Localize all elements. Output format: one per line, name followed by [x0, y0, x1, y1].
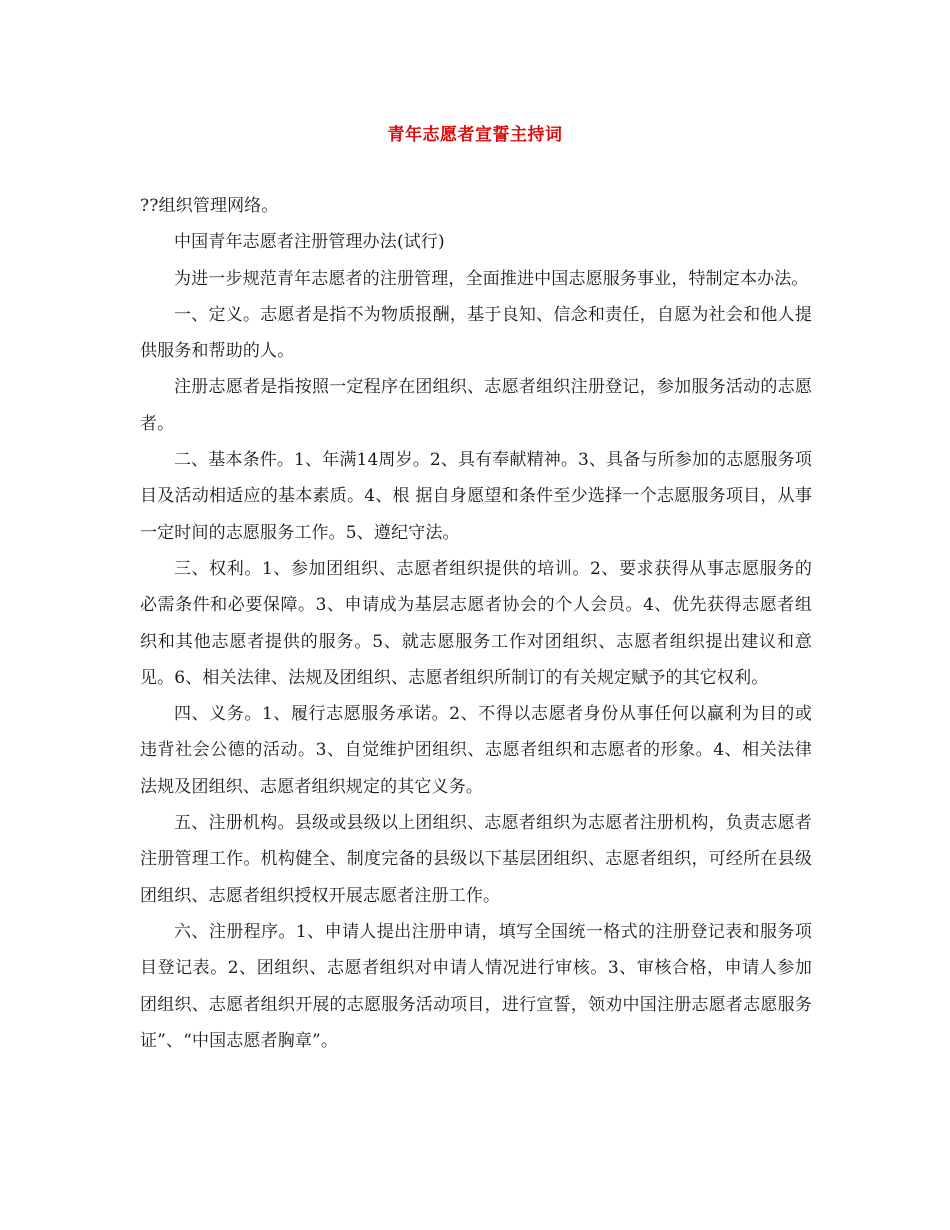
paragraph-7: 三、权利。1、参加团组织、志愿者组织提供的培训。2、要求获得从事志愿服务的必需条件和必要保障。3、申请成为基层志愿者协会的个人会员。4、优先获得志愿者组织和其他志愿者提供的服务。5、就志愿服务工作对团组织、志愿者组织提出建议和意见。6、相关法律、法规及团组织、志愿者组织所制订的有关规定赋予的其它权利。	[140, 558, 812, 688]
document-title: 青年志愿者宣誓主持词	[387, 125, 563, 145]
paragraph-6: 二、基本条件。1、年满14周岁。2、具有奉献精神。3、具备与所参加的志愿服务项目及活动相适应的基本素质。4、根 据自身愿望和条件至少选择一个志愿服务项目，从事一定时间的志愿服务工作。5、遵纪守法。	[140, 450, 812, 543]
paragraph-10: 六、注册程序。1、申请人提出注册申请，填写全国统一格式的注册登记表和服务项目登记表。2、团组织、志愿者组织对申请人情况进行审核。3、审核合格，申请人参加团组织、志愿者组织开展的志愿服务活动项目，进行宣誓，领劝中国注册志愿者志愿服务证”、“中国志愿者胸章”。	[140, 921, 812, 1051]
document-body	[140, 188, 812, 1059]
paragraph-9: 五、注册机构。县级或县级以上团组织、志愿者组织为志愿者注册机构，负责志愿者注册管理工作。机构健全、制度完备的县级以下基层团组织、志愿者组织，可经所在县级团组织、志愿者组织授权开展志愿者注册工作。	[140, 813, 812, 906]
paragraph-4: 一、定义。志愿者是指不为物质报酬，基于良知、信念和责任，自愿为社会和他人提供服务和帮助的人。	[140, 304, 812, 362]
paragraph-8: 四、义务。1、履行志愿服务承诺。2、不得以志愿者身份从事任何以赢利为目的或违背社会公德的活动。3、自觉维护团组织、志愿者组织和志愿者的形象。4、相关法律法规及团组织、志愿者组织规定的其它义务。	[140, 704, 812, 797]
paragraph-2: 中国青年志愿者注册管理办法(试行)	[174, 232, 445, 253]
paragraph-1: ??组织管理网络。	[140, 196, 279, 216]
paragraph-3: 为进一步规范青年志愿者的注册管理，全面推进中国志愿服务事业，特制定本办法。	[174, 268, 809, 289]
paragraph-5: 注册志愿者是指按照一定程序在团组织、志愿者组织注册登记，参加服务活动的志愿者。	[140, 377, 812, 434]
